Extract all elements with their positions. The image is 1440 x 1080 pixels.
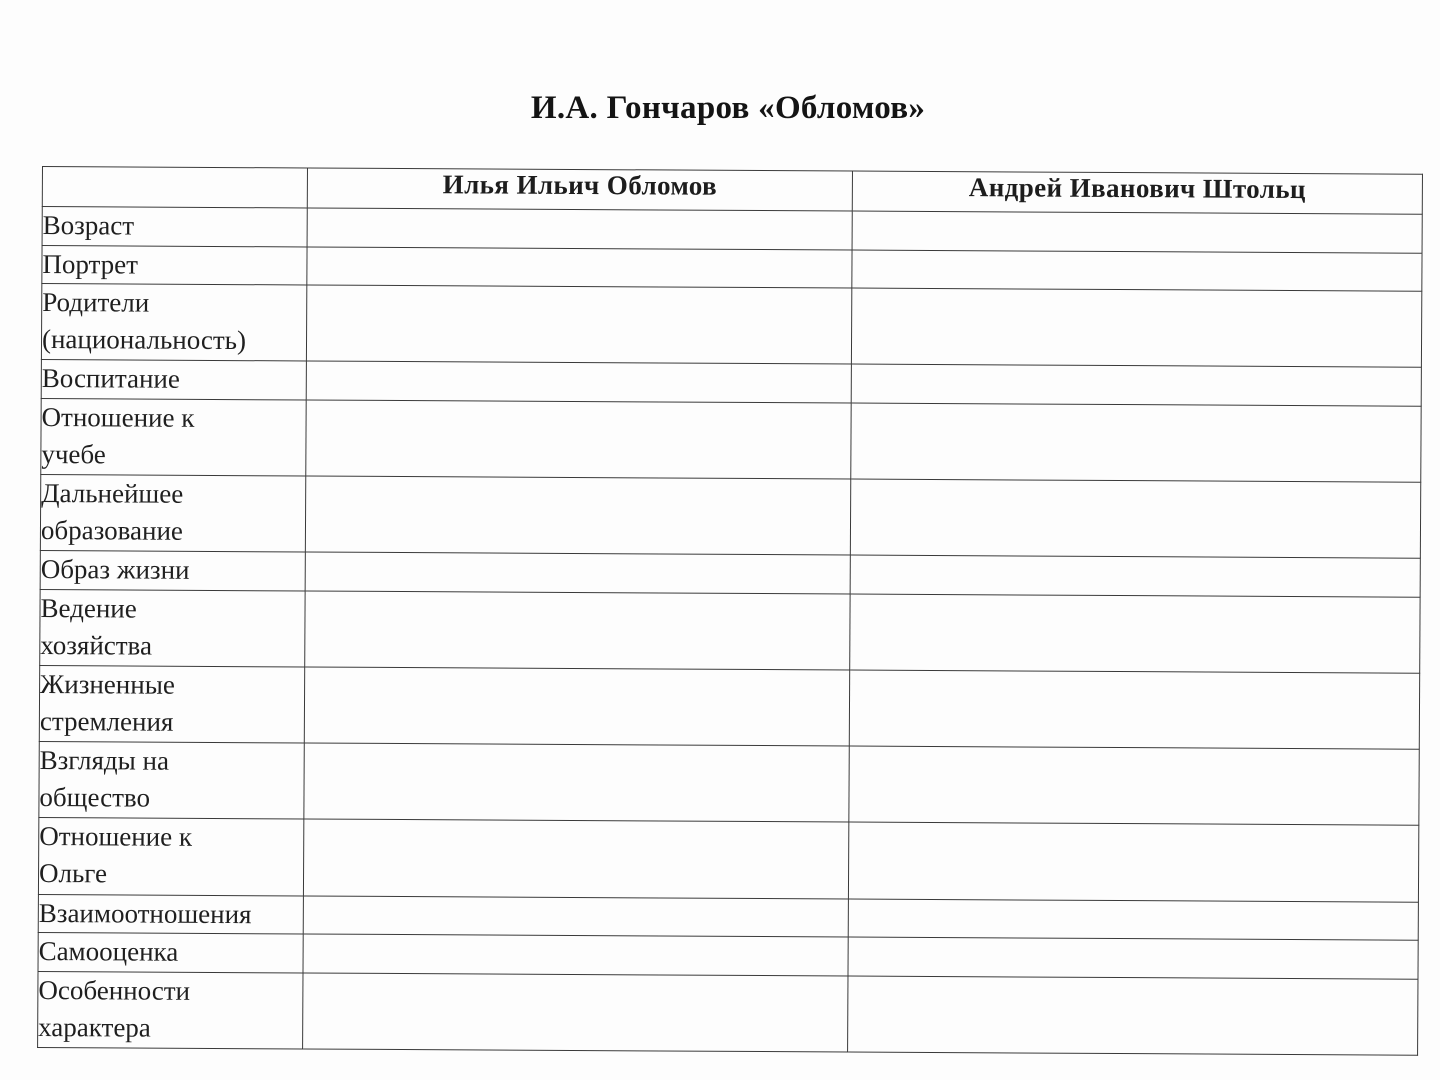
table-row (38, 818, 1418, 902)
answer-cell-oblomov[interactable] (304, 667, 849, 746)
row-label: Взаимоотношения (38, 894, 303, 934)
row-label: Ведение хозяйства (40, 589, 305, 667)
table-row (40, 589, 1420, 673)
row-label: Жизненные стремления (39, 666, 304, 744)
table-row (39, 666, 1419, 750)
answer-cell-stolz[interactable] (848, 899, 1418, 941)
comparison-table-wrapper (37, 166, 1422, 1056)
answer-cell-oblomov[interactable] (303, 934, 848, 976)
answer-cell-stolz[interactable] (851, 364, 1421, 406)
answer-cell-stolz[interactable] (850, 555, 1420, 597)
answer-cell-oblomov[interactable] (303, 896, 848, 938)
answer-cell-stolz[interactable] (848, 976, 1418, 1055)
answer-cell-stolz[interactable] (851, 403, 1421, 482)
answer-cell-stolz[interactable] (849, 746, 1419, 825)
table-row (41, 398, 1421, 482)
answer-cell-stolz[interactable] (852, 211, 1422, 253)
answer-cell-oblomov[interactable] (307, 247, 852, 289)
row-label: Отношение к Ольге (38, 818, 303, 896)
row-label: Отношение к учебе (41, 398, 306, 476)
answer-cell-oblomov[interactable] (304, 743, 849, 822)
row-label: Дальнейшее образование (40, 475, 305, 553)
comparison-table (37, 166, 1423, 1056)
row-label: Особенности характера (38, 971, 303, 1049)
answer-cell-oblomov[interactable] (306, 400, 851, 479)
row-label: Воспитание (41, 360, 306, 400)
answer-cell-oblomov[interactable] (306, 361, 851, 403)
answer-cell-stolz[interactable] (850, 594, 1420, 673)
answer-cell-stolz[interactable] (852, 250, 1422, 292)
answer-cell-oblomov[interactable] (306, 285, 851, 364)
column-header-stolz: Андрей Иванович Штольц (852, 171, 1422, 214)
row-label: Портрет (42, 245, 307, 285)
answer-cell-stolz[interactable] (848, 822, 1418, 901)
answer-cell-oblomov[interactable] (305, 552, 850, 594)
table-row (41, 284, 1421, 368)
table-row (40, 475, 1420, 559)
row-label: Возраст (42, 207, 307, 247)
answer-cell-oblomov[interactable] (303, 973, 848, 1052)
answer-cell-oblomov[interactable] (305, 591, 850, 670)
table-row (38, 971, 1418, 1055)
row-label: Родители (национальность) (41, 284, 306, 362)
answer-cell-oblomov[interactable] (307, 208, 852, 250)
answer-cell-stolz[interactable] (851, 288, 1421, 367)
answer-cell-stolz[interactable] (848, 937, 1418, 979)
table-row (39, 742, 1419, 826)
column-header-oblomov: Илья Ильич Обломов (307, 168, 852, 211)
row-label: Образ жизни (40, 551, 305, 591)
row-label: Взгляды на общество (39, 742, 304, 820)
row-label: Самооценка (38, 933, 303, 973)
answer-cell-oblomov[interactable] (303, 819, 848, 898)
corner-cell (42, 167, 307, 208)
answer-cell-stolz[interactable] (850, 479, 1420, 558)
page-title: И.А. Гончаров «Обломов» (530, 90, 926, 126)
answer-cell-stolz[interactable] (849, 670, 1419, 749)
answer-cell-oblomov[interactable] (305, 476, 850, 555)
